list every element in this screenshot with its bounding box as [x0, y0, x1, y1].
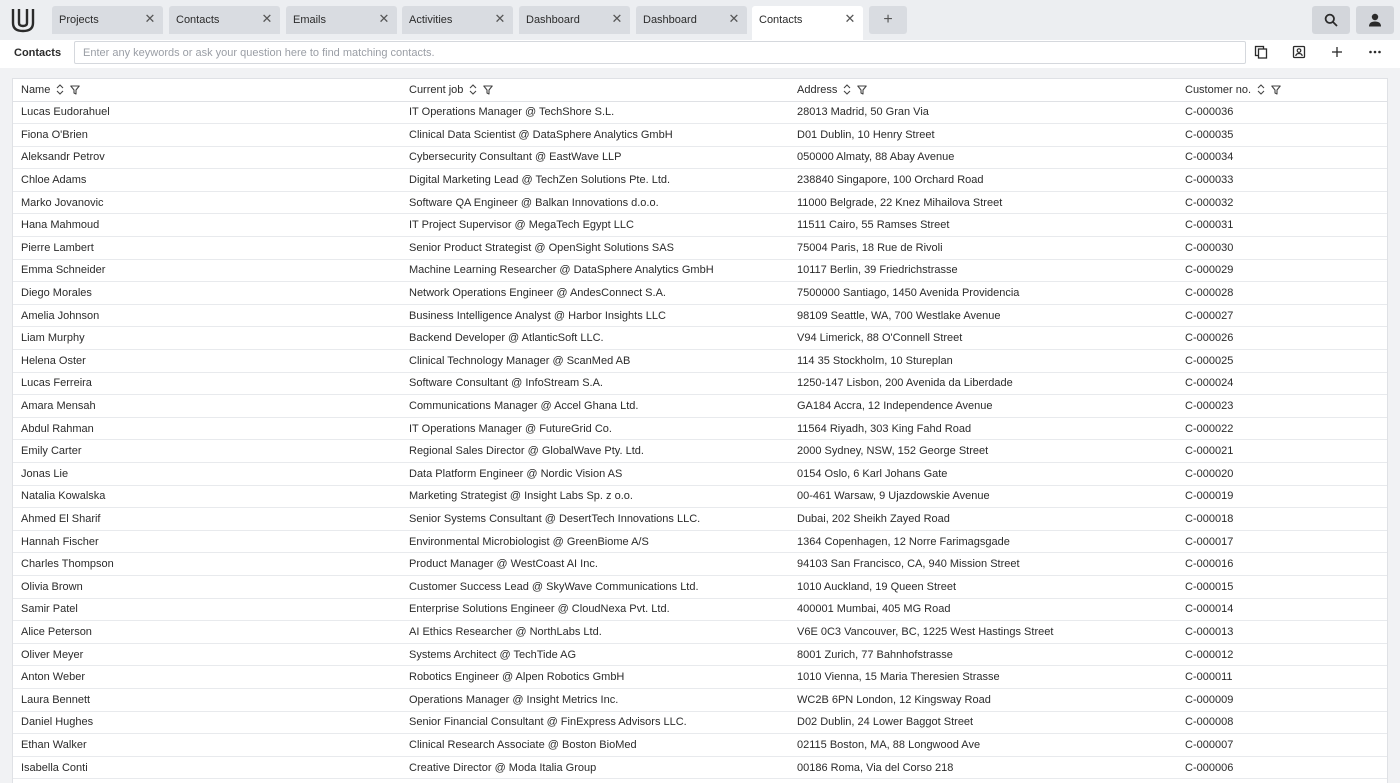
- search-button[interactable]: [1312, 6, 1350, 34]
- contact-name: Liam Murphy: [13, 327, 401, 350]
- customer-number: C-000031: [1177, 214, 1388, 237]
- address: V6E 0C3 Vancouver, BC, 1225 West Hastings Street: [789, 621, 1177, 644]
- address: 02115 Boston, MA, 88 Longwood Ave: [789, 734, 1177, 757]
- customer-number: C-000011: [1177, 666, 1388, 689]
- table-row[interactable]: [13, 756, 1388, 779]
- add-contact-button[interactable]: [1327, 44, 1347, 62]
- address: 1010 Vienna, 15 Maria Theresien Strasse: [789, 666, 1177, 689]
- table-row[interactable]: [13, 463, 1388, 486]
- contact-name: Isabella Conti: [13, 756, 401, 779]
- address: 10117 Berlin, 39 Friedrichstrasse: [789, 259, 1177, 282]
- current-job: Data Platform Engineer @ Nordic Vision AS: [401, 463, 789, 486]
- customer-number: C-000012: [1177, 643, 1388, 666]
- contact-name: Amelia Johnson: [13, 304, 401, 327]
- contact-name: Samir Patel: [13, 598, 401, 621]
- table-row[interactable]: [13, 530, 1388, 553]
- current-job: Backend Developer @ AtlanticSoft LLC.: [401, 327, 789, 350]
- address: Dubai, 202 Sheikh Zayed Road: [789, 508, 1177, 531]
- column-header-label: Customer no.: [1185, 83, 1252, 96]
- contact-name: Hannah Fischer: [13, 530, 401, 553]
- current-job: Enterprise Solutions Engineer @ CloudNexa Pvt. Ltd.: [401, 598, 789, 621]
- table-row[interactable]: [13, 508, 1388, 531]
- address: 1010 Auckland, 19 Queen Street: [789, 575, 1177, 598]
- table-row[interactable]: [13, 485, 1388, 508]
- tab-label: Activities: [409, 14, 453, 26]
- column-header-label: Current job: [409, 83, 464, 96]
- address: 7500000 Santiago, 1450 Avenida Providencia: [789, 282, 1177, 305]
- contact-name: Chloe Adams: [13, 169, 401, 192]
- customer-number: C-000029: [1177, 259, 1388, 282]
- contact-name: Ahmed El Sharif: [13, 508, 401, 531]
- close-icon[interactable]: ✕: [611, 11, 623, 26]
- current-job: Environmental Microbiologist @ GreenBiome A/S: [401, 530, 789, 553]
- table-row[interactable]: [13, 553, 1388, 576]
- table-row[interactable]: [13, 734, 1388, 757]
- contact-name: Natalia Kowalska: [13, 485, 401, 508]
- page-title: Contacts: [14, 47, 62, 59]
- customer-number: C-000014: [1177, 598, 1388, 621]
- address: 11511 Cairo, 55 Ramses Street: [789, 214, 1177, 237]
- customer-number: C-000036: [1177, 101, 1388, 124]
- contact-name: Charles Thompson: [13, 553, 401, 576]
- customer-number: C-000033: [1177, 169, 1388, 192]
- contact-name: Diego Morales: [13, 282, 401, 305]
- customer-number: C-000032: [1177, 191, 1388, 214]
- customer-number: C-000026: [1177, 327, 1388, 350]
- table-row[interactable]: [13, 237, 1388, 260]
- app-logo-icon[interactable]: [11, 7, 35, 33]
- tab-label: Emails: [293, 14, 327, 26]
- current-job: AI Ethics Researcher @ NorthLabs Ltd.: [401, 621, 789, 644]
- column-header[interactable]: [401, 79, 789, 101]
- address: 00-461 Warsaw, 9 Ujazdowskie Avenue: [789, 485, 1177, 508]
- customer-number: C-000023: [1177, 395, 1388, 418]
- address: 8001 Zurich, 77 Bahnhofstrasse: [789, 643, 1177, 666]
- column-header[interactable]: [13, 79, 401, 101]
- search-icon: [1324, 13, 1338, 27]
- customer-number: C-000030: [1177, 237, 1388, 260]
- contact-name: Marko Jovanovic: [13, 191, 401, 214]
- contact-card-icon: [1292, 45, 1306, 59]
- address: 11564 Riyadh, 303 King Fahd Road: [789, 417, 1177, 440]
- address: 1364 Copenhagen, 12 Norre Farimagsgade: [789, 530, 1177, 553]
- contact-name: Lucas Ferreira: [13, 372, 401, 395]
- customer-number: C-000009: [1177, 688, 1388, 711]
- contact-name: Emma Schneider: [13, 259, 401, 282]
- table-row[interactable]: [13, 575, 1388, 598]
- address: 94103 San Francisco, CA, 940 Mission Street: [789, 553, 1177, 576]
- table-row[interactable]: [13, 259, 1388, 282]
- filter-icon[interactable]: [857, 85, 867, 95]
- current-job: Clinical Research Associate @ Boston BioMed: [401, 734, 789, 757]
- tab-dashboard[interactable]: [636, 6, 747, 34]
- column-header-label: Name: [21, 83, 51, 96]
- current-job: Digital Marketing Lead @ TechZen Solutions Pte. Ltd.: [401, 169, 789, 192]
- table-row[interactable]: [13, 327, 1388, 350]
- table-row[interactable]: [13, 688, 1388, 711]
- tab-label: Dashboard: [643, 14, 697, 26]
- table-row[interactable]: [13, 417, 1388, 440]
- customer-number: C-000018: [1177, 508, 1388, 531]
- copy-button[interactable]: [1251, 44, 1271, 62]
- address: 28013 Madrid, 50 Gran Via: [789, 101, 1177, 124]
- tab-projects[interactable]: [52, 6, 163, 34]
- contact-name: Anton Weber: [13, 666, 401, 689]
- current-job: Software QA Engineer @ Balkan Innovations d.o.o.: [401, 191, 789, 214]
- sort-icon[interactable]: [469, 84, 477, 95]
- plus-icon: +: [883, 11, 893, 28]
- copy-icon: [1254, 45, 1268, 59]
- address: 11000 Belgrade, 22 Knez Mihailova Street: [789, 191, 1177, 214]
- address: 114 35 Stockholm, 10 Stureplan: [789, 350, 1177, 373]
- close-icon[interactable]: ✕: [261, 11, 273, 26]
- tab-label: Dashboard: [526, 14, 580, 26]
- current-job: Systems Architect @ TechTide AG: [401, 643, 789, 666]
- table-row[interactable]: [13, 282, 1388, 305]
- tab-emails[interactable]: [286, 6, 397, 34]
- address: 238840 Singapore, 100 Orchard Road: [789, 169, 1177, 192]
- contact-card-button[interactable]: [1289, 44, 1309, 62]
- current-job: Business Intelligence Analyst @ Harbor Insights LLC: [401, 304, 789, 327]
- table-row[interactable]: [13, 214, 1388, 237]
- address: WC2B 6PN London, 12 Kingsway Road: [789, 688, 1177, 711]
- current-job: IT Operations Manager @ FutureGrid Co.: [401, 417, 789, 440]
- table-row[interactable]: [13, 598, 1388, 621]
- address: 050000 Almaty, 88 Abay Avenue: [789, 146, 1177, 169]
- tab-label: Contacts: [176, 14, 220, 26]
- customer-number: C-000022: [1177, 417, 1388, 440]
- table-row[interactable]: [13, 146, 1388, 169]
- add-tab-button[interactable]: [869, 6, 907, 34]
- table-header: [13, 79, 1388, 101]
- address: 00186 Roma, Via del Corso 218: [789, 756, 1177, 779]
- more-options-button[interactable]: [1365, 44, 1385, 62]
- filter-icon[interactable]: [1271, 85, 1281, 95]
- customer-number: C-000024: [1177, 372, 1388, 395]
- tab-contacts-active[interactable]: [752, 6, 863, 40]
- customer-number: C-000021: [1177, 440, 1388, 463]
- current-job: Clinical Technology Manager @ ScanMed AB: [401, 350, 789, 373]
- close-icon[interactable]: ✕: [144, 11, 156, 26]
- user-menu-button[interactable]: [1356, 6, 1394, 34]
- current-job: Communications Manager @ Accel Ghana Ltd.: [401, 395, 789, 418]
- current-job: Customer Success Lead @ SkyWave Communications Ltd.: [401, 575, 789, 598]
- table-row[interactable]: [13, 191, 1388, 214]
- current-job: Robotics Engineer @ Alpen Robotics GmbH: [401, 666, 789, 689]
- table-row[interactable]: [13, 643, 1388, 666]
- address: 98109 Seattle, WA, 700 Westlake Avenue: [789, 304, 1177, 327]
- tab-label: Projects: [59, 14, 99, 26]
- contact-name: Ethan Walker: [13, 734, 401, 757]
- column-header-label: Address: [797, 83, 838, 96]
- contact-name: Pierre Lambert: [13, 237, 401, 260]
- current-job: Clinical Data Scientist @ DataSphere Analytics GmbH: [401, 124, 789, 147]
- address: V94 Limerick, 88 O'Connell Street: [789, 327, 1177, 350]
- tab-bar: [0, 0, 1400, 40]
- table-row[interactable]: [13, 169, 1388, 192]
- customer-number: C-000017: [1177, 530, 1388, 553]
- close-icon[interactable]: ✕: [728, 11, 740, 26]
- table-row[interactable]: [13, 350, 1388, 373]
- contact-name: Amara Mensah: [13, 395, 401, 418]
- current-job: Senior Financial Consultant @ FinExpress Advisors LLC.: [401, 711, 789, 734]
- current-job: Regional Sales Director @ GlobalWave Pty. Ltd.: [401, 440, 789, 463]
- table-row[interactable]: [13, 124, 1388, 147]
- address: 75004 Paris, 18 Rue de Rivoli: [789, 237, 1177, 260]
- customer-number: C-000008: [1177, 711, 1388, 734]
- current-job: Creative Director @ Moda Italia Group: [401, 756, 789, 779]
- contact-name: Alice Peterson: [13, 621, 401, 644]
- contact-name: Abdul Rahman: [13, 417, 401, 440]
- contact-name: Fiona O'Brien: [13, 124, 401, 147]
- table-row[interactable]: [13, 440, 1388, 463]
- contact-name: Laura Bennett: [13, 688, 401, 711]
- table-row[interactable]: [13, 666, 1388, 689]
- customer-number: C-000006: [1177, 756, 1388, 779]
- table-row[interactable]: [13, 304, 1388, 327]
- contact-name: Hana Mahmoud: [13, 214, 401, 237]
- sort-icon[interactable]: [843, 84, 851, 95]
- current-job: Senior Product Strategist @ OpenSight Solutions SAS: [401, 237, 789, 260]
- current-job: Software Consultant @ InfoStream S.A.: [401, 372, 789, 395]
- plus-icon: [1330, 45, 1344, 59]
- address: GA184 Accra, 12 Independence Avenue: [789, 395, 1177, 418]
- contact-name: Lucas Eudorahuel: [13, 101, 401, 124]
- tab-dashboard[interactable]: [519, 6, 630, 34]
- table-row[interactable]: [13, 621, 1388, 644]
- contact-name: Oliver Meyer: [13, 643, 401, 666]
- address: 400001 Mumbai, 405 MG Road: [789, 598, 1177, 621]
- current-job: Machine Learning Researcher @ DataSphere Analytics GmbH: [401, 259, 789, 282]
- contacts-table: [12, 78, 1388, 783]
- contact-name: Helena Oster: [13, 350, 401, 373]
- address: D01 Dublin, 10 Henry Street: [789, 124, 1177, 147]
- contact-name: Emily Carter: [13, 440, 401, 463]
- table-row[interactable]: [13, 372, 1388, 395]
- customer-number: C-000007: [1177, 734, 1388, 757]
- column-header[interactable]: [789, 79, 1177, 101]
- sort-icon[interactable]: [1257, 84, 1265, 95]
- current-job: Network Operations Engineer @ AndesConnect S.A.: [401, 282, 789, 305]
- address: 1250-147 Lisbon, 200 Avenida da Liberdade: [789, 372, 1177, 395]
- contact-name: Olivia Brown: [13, 575, 401, 598]
- user-icon: [1368, 13, 1382, 27]
- contact-name: Aleksandr Petrov: [13, 146, 401, 169]
- search-input[interactable]: [74, 41, 1246, 64]
- address: D02 Dublin, 24 Lower Baggot Street: [789, 711, 1177, 734]
- customer-number: C-000020: [1177, 463, 1388, 486]
- contact-name: Jonas Lie: [13, 463, 401, 486]
- customer-number: C-000035: [1177, 124, 1388, 147]
- more-horizontal-icon: [1368, 45, 1382, 59]
- column-header[interactable]: [1177, 79, 1388, 101]
- current-job: Product Manager @ WestCoast AI Inc.: [401, 553, 789, 576]
- customer-number: C-000028: [1177, 282, 1388, 305]
- table-row[interactable]: [13, 711, 1388, 734]
- customer-number: C-000025: [1177, 350, 1388, 373]
- contacts-toolbar: [0, 40, 1400, 68]
- current-job: IT Project Supervisor @ MegaTech Egypt LLC: [401, 214, 789, 237]
- filter-icon[interactable]: [483, 85, 493, 95]
- customer-number: C-000013: [1177, 621, 1388, 644]
- current-job: Marketing Strategist @ Insight Labs Sp. z o.o.: [401, 485, 789, 508]
- sort-icon[interactable]: [56, 84, 64, 95]
- table-row[interactable]: [13, 395, 1388, 418]
- close-icon[interactable]: ✕: [494, 11, 506, 26]
- contact-name: Daniel Hughes: [13, 711, 401, 734]
- current-job: Cybersecurity Consultant @ EastWave LLP: [401, 146, 789, 169]
- filter-icon[interactable]: [70, 85, 80, 95]
- close-icon[interactable]: ✕: [844, 11, 856, 26]
- customer-number: C-000019: [1177, 485, 1388, 508]
- customer-number: C-000016: [1177, 553, 1388, 576]
- tab-contacts[interactable]: [169, 6, 280, 34]
- current-job: Operations Manager @ Insight Metrics Inc.: [401, 688, 789, 711]
- table-row[interactable]: [13, 101, 1388, 124]
- tab-label: Contacts: [759, 14, 803, 26]
- address: 0154 Oslo, 6 Karl Johans Gate: [789, 463, 1177, 486]
- customer-number: C-000034: [1177, 146, 1388, 169]
- customer-number: C-000015: [1177, 575, 1388, 598]
- close-icon[interactable]: ✕: [378, 11, 390, 26]
- address: 2000 Sydney, NSW, 152 George Street: [789, 440, 1177, 463]
- current-job: IT Operations Manager @ TechShore S.L.: [401, 101, 789, 124]
- current-job: Senior Systems Consultant @ DesertTech Innovations LLC.: [401, 508, 789, 531]
- tab-activities[interactable]: [402, 6, 513, 34]
- customer-number: C-000027: [1177, 304, 1388, 327]
